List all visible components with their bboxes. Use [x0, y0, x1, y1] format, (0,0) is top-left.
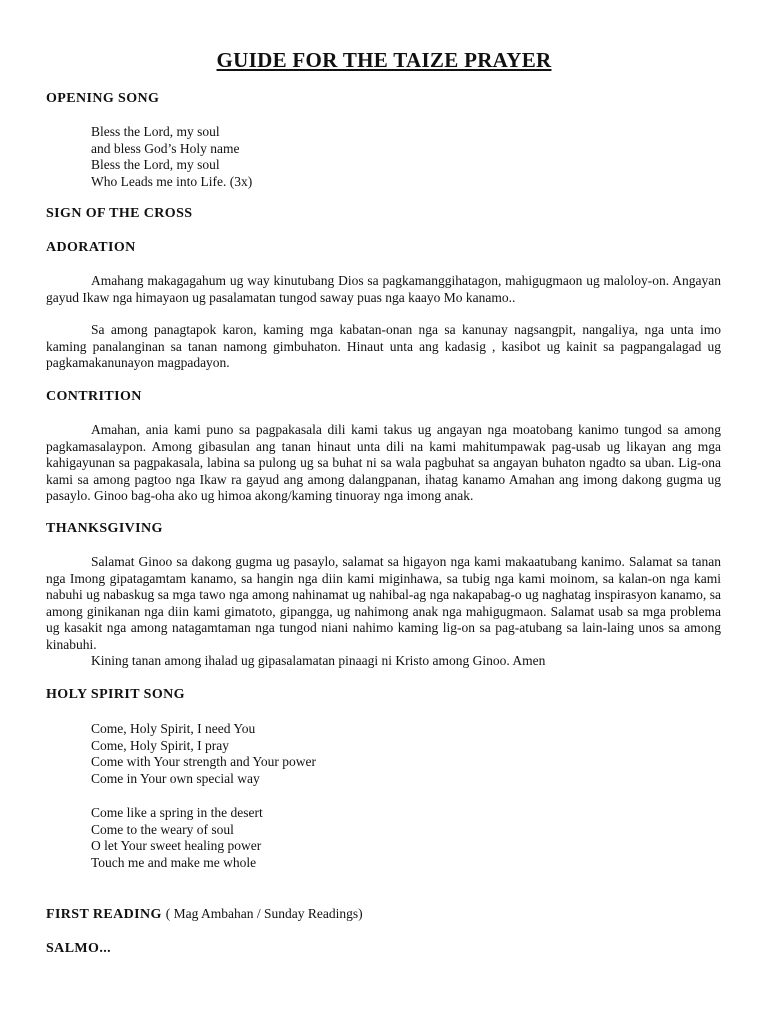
- section-heading-contrition: CONTRITION: [46, 389, 142, 404]
- song-line: Come with Your strength and Your power: [91, 754, 317, 769]
- first-reading-label: FIRST READING: [46, 907, 162, 922]
- section-heading-sign-of-the-cross: SIGN OF THE CROSS: [46, 206, 193, 221]
- first-reading-note: ( Mag Ambahan / Sunday Readings): [165, 906, 363, 921]
- opening-song-line: Bless the Lord, my soul: [91, 157, 220, 172]
- opening-song-line: Bless the Lord, my soul: [91, 124, 220, 139]
- section-heading-first-reading: [46, 906, 363, 923]
- section-heading-opening-song: OPENING SONG: [46, 91, 160, 106]
- thanksgiving-paragraph: Salamat Ginoo sa dakong gugma ug pasaylo, salamat sa higayon nga kami makaatubang kanimo. Salamat sa tanan nga Imong gipatagamtam kanamo, sa hangin nga diin kami miginhawa, sa tubig nga kami moinom, sa kalan-on nga kami nabuhi ug nabaskug sa mga tawo nga among nahinamat ug nahibal-ag nga nakapabag-o ug naghatag inspirasyon kanamo, sa among ginikanan nga diin kami gimatoto, gipangga, ug nahimong anak nga mahigugmaon. Salamat usab sa mga problema ug kasakit nga among natagamtaman nga tungod niani nahimo kaming lig-on sa pag-atubang sa lain-laing unos sa among kinabuhi.: [46, 554, 721, 652]
- song-line: Touch me and make me whole: [91, 854, 257, 870]
- section-heading-thanksgiving: THANKSGIVING: [46, 521, 163, 536]
- section-heading-holy-spirit-song: HOLY SPIRIT SONG: [46, 687, 185, 702]
- song-line: Come like a spring in the desert: [91, 805, 263, 820]
- opening-song-line: Who Leads me into Life. (3x): [91, 173, 253, 189]
- song-line: Come to the weary of soul: [91, 821, 234, 837]
- thanksgiving-closing: Kining tanan among ihalad ug gipasalamatan pinaagi ni Kristo among Ginoo. Amen: [91, 653, 546, 668]
- song-line: Come, Holy Spirit, I pray: [91, 737, 229, 753]
- page-title: GUIDE FOR THE TAIZE PRAYER: [216, 48, 552, 72]
- song-line: Come in Your own special way: [91, 770, 260, 786]
- opening-song-line: and bless God’s Holy name: [91, 140, 240, 156]
- adoration-paragraph: Sa among panagtapok karon, kaming mga kabatan-onan nga sa kanunay nagsangpit, nangaliya, nga unta imo kaming panalanginan sa tanan namong gimbuhaton. Hinaut unta ang kadasig , kasibot ug kainit sa pagpangalagad ug pagkamakanunayon magpadayon.: [46, 322, 721, 370]
- song-line: Come, Holy Spirit, I need You: [91, 721, 256, 736]
- song-line: O let Your sweet healing power: [91, 838, 262, 853]
- adoration-paragraph: Amahang makagagahum ug way kinutubang Dios sa pagkamanggihatagon, mahigugmaon ug maloloy-on. Angayan gayud Ikaw nga himayaon ug pasalamatan tungod saway puas nga kaayo Mo kanamo..: [46, 273, 721, 305]
- section-heading-adoration: ADORATION: [46, 240, 136, 255]
- section-heading-salmo: SALMO...: [46, 941, 112, 956]
- contrition-paragraph: Amahan, ania kami puno sa pagpakasala dili kami takus ug angayan nga moatobang kanimo tungod sa among pagkamasalaypon. Among gibasulan ang tanan hinaut unta dili na kami mahitumpawak pag-usab ug likayan ang mga kahigayunan sa pagpakasala, labina sa pulong ug sa buhat ni sa wala pagbuhat sa angayan buhaton ngadto sa uban. Lig-ona kami sa among pagtoo nga Ikaw ra gayud ang among dalangpanan, ihatag kanamo Amahan ang imong dakong gugma ug pasaylo. Ginoo bag-oha ako ug himoa akong/kaming tinuoray nga imong anak.: [46, 422, 721, 503]
